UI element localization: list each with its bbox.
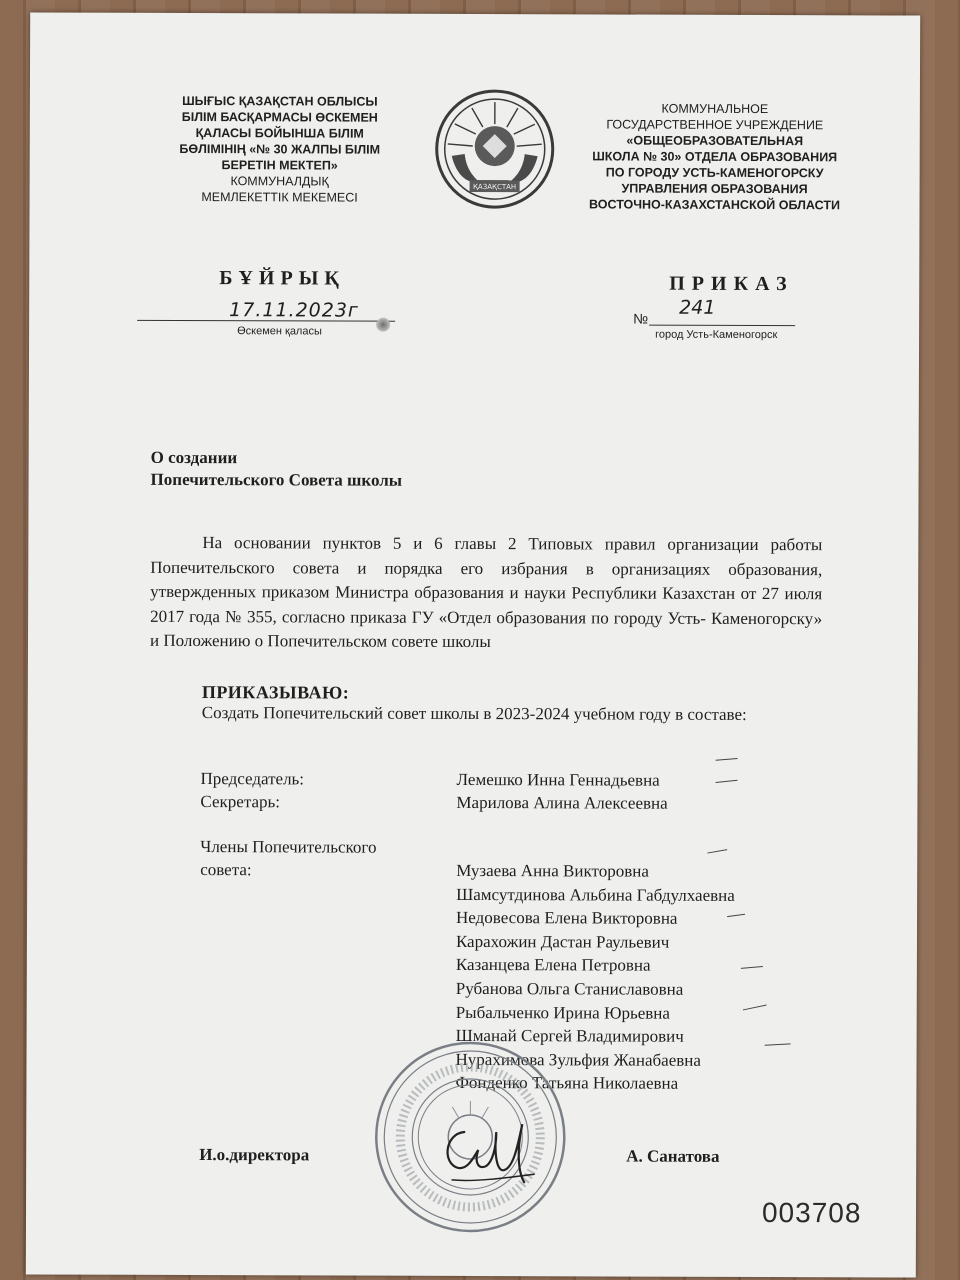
header-ru-line: ШКОЛА № 30» ОТДЕЛА ОБРАЗОВАНИЯ bbox=[592, 149, 838, 165]
check-dash bbox=[707, 849, 727, 853]
title-line: О создании bbox=[150, 447, 238, 468]
header-ru-line: ПО ГОРОДУ УСТЬ-КАМЕНОГОРСКУ bbox=[605, 165, 824, 181]
state-emblem-icon bbox=[430, 84, 560, 214]
member-name: Нурахимова Зульфия Жанабаевна bbox=[455, 1049, 701, 1070]
title-line: Попечительского Совета школы bbox=[150, 469, 403, 490]
serial-number: 003708 bbox=[761, 1197, 862, 1229]
members-label: Члены Попечительского bbox=[200, 837, 377, 857]
create-council-text: Создать Попечительский совет школы в 2023-2024 учебном году в составе: bbox=[201, 703, 747, 724]
header-ru-line: ВОСТОЧНО-КАЗАХСТАНСКОЙ ОБЛАСТИ bbox=[589, 197, 841, 213]
header-kz-line: КОММУНАЛДЫҚ bbox=[230, 174, 329, 189]
member-name: Рубанова Ольга Станиславовна bbox=[455, 978, 684, 999]
header-kz-line: ҚАЛАСЫ БОЙЫНША БІЛІМ bbox=[195, 126, 364, 141]
number-underline bbox=[649, 325, 795, 327]
signatory-role: И.о.директора bbox=[199, 1145, 310, 1165]
member-name: Карахожин Дастан Раульевич bbox=[455, 931, 670, 952]
check-dash bbox=[741, 966, 763, 969]
check-dash bbox=[716, 758, 738, 761]
header-kazakh bbox=[150, 93, 410, 206]
emblem-label: ҚАЗАҚСТАН bbox=[472, 182, 517, 192]
header-ru-line: УПРАВЛЕНИЯ ОБРАЗОВАНИЯ bbox=[621, 181, 808, 197]
document-page bbox=[26, 12, 920, 1277]
secretary-label: Секретарь: bbox=[200, 792, 281, 812]
order-title-russian: ПРИКАЗ bbox=[669, 272, 794, 296]
member-name: Музаева Анна Викторовна bbox=[456, 860, 649, 881]
date-underline bbox=[137, 320, 395, 322]
header-kz-line: БЕРЕТІН МЕКТЕП» bbox=[221, 158, 338, 173]
header-kz-line: БӨЛІМІНІҢ «№ 30 ЖАЛПЫ БІЛІМ bbox=[179, 141, 381, 157]
header-ru-line: ГОСУДАРСТВЕННОЕ УЧРЕЖДЕНИЕ bbox=[606, 117, 824, 133]
header-kz-line: БІЛІМ БАСҚАРМАСЫ ӨСКЕМЕН bbox=[181, 109, 378, 125]
check-dash bbox=[716, 780, 738, 783]
header-ru-line: «ОБЩЕОБРАЗОВАТЕЛЬНАЯ bbox=[626, 133, 804, 149]
order-word: ПРИКАЗЫВАЮ: bbox=[201, 682, 350, 703]
header-kz-line: МЕМЛЕКЕТТІК МЕКЕМЕСІ bbox=[201, 190, 358, 205]
header-kz-line: ШЫҒЫС ҚАЗАҚСТАН ОБЛЫСЫ bbox=[182, 93, 378, 109]
member-name: Шманай Сергей Владимирович bbox=[455, 1026, 684, 1046]
member-name: Недовесова Елена Викторовна bbox=[456, 908, 678, 928]
chair-label: Председатель: bbox=[200, 769, 305, 789]
secretary-name: Марилова Алина Алексеевна bbox=[456, 792, 668, 813]
ink-smudge bbox=[376, 318, 390, 332]
handwritten-signature bbox=[434, 1112, 544, 1192]
header-russian bbox=[560, 100, 870, 213]
preamble-paragraph: На основании пунктов 5 и 6 главы 2 Типовых правил организации работы Попечительского совета и порядка его избрания в организациях образования, утвержденных приказом Министра образования и науки Республики Казахстан от 27 июля 2017 года № 355, согласно приказа ГУ «Отдел образования по городу Усть- Каменогорску» и Положению о Попечительском совете школы bbox=[149, 533, 823, 652]
order-number: 241 bbox=[679, 296, 716, 319]
document-title bbox=[151, 447, 403, 492]
order-date: 17.11.2023г bbox=[229, 299, 359, 322]
member-name: Фонденко Татьяна Николаевна bbox=[455, 1073, 679, 1094]
signatory-name: А. Санатова bbox=[626, 1146, 720, 1166]
header-ru-line: КОММУНАЛЬНОЕ bbox=[661, 101, 769, 117]
member-name: Шамсутдинова Альбина Габдулхаевна bbox=[456, 884, 735, 905]
city-russian: город Усть-Каменогорск bbox=[655, 328, 778, 342]
order-number-label: № bbox=[633, 310, 649, 327]
member-name: Казанцева Елена Петровна bbox=[455, 955, 651, 975]
member-name: Рыбальченко Ирина Юрьевна bbox=[455, 1002, 670, 1023]
chair-name: Лемешко Инна Геннадьевна bbox=[456, 769, 660, 790]
order-title-kazakh: БҰЙРЫҚ bbox=[219, 267, 345, 290]
check-dash bbox=[743, 1005, 767, 1011]
members-label: совета: bbox=[200, 860, 252, 880]
check-dash bbox=[765, 1043, 791, 1045]
city-kazakh: Өскемен қаласы bbox=[237, 325, 322, 338]
